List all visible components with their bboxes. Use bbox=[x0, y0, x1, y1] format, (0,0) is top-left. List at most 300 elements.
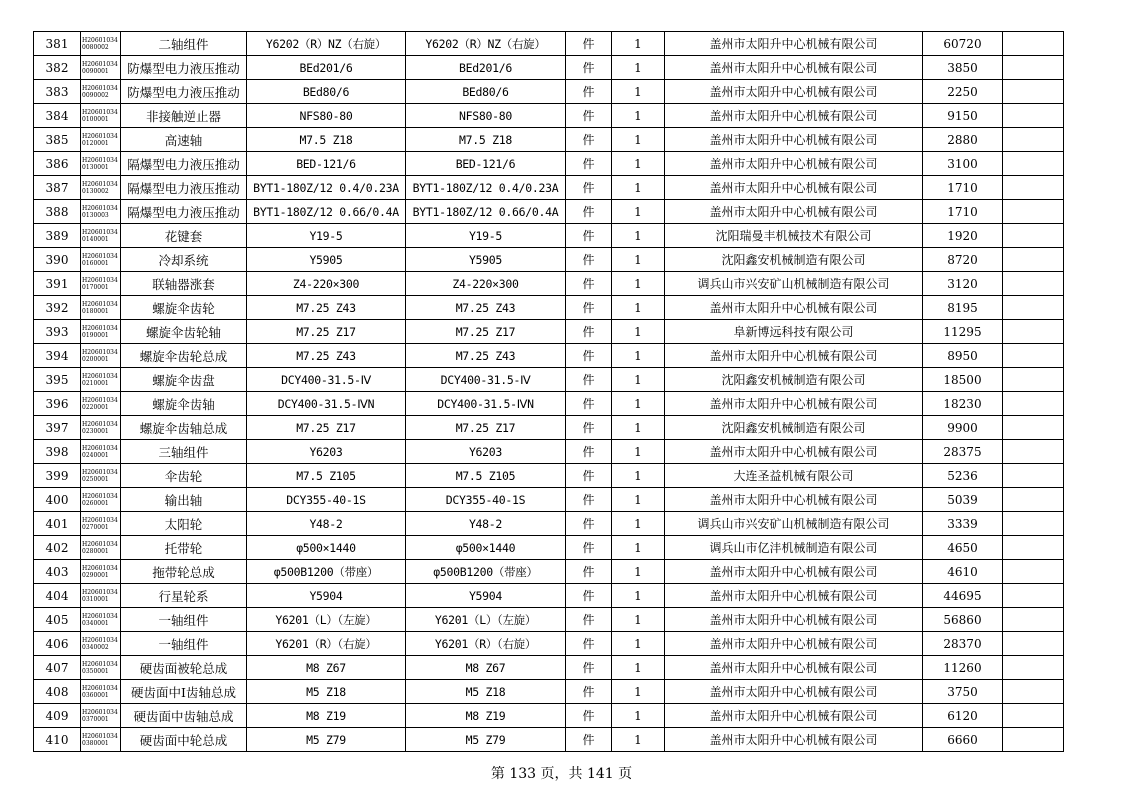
price-cell: 5039 bbox=[923, 488, 1003, 512]
row-number-cell: 406 bbox=[34, 632, 81, 656]
quantity-cell: 1 bbox=[612, 416, 665, 440]
unit-cell: 件 bbox=[566, 248, 612, 272]
spec-cell: M7.5 Z105 bbox=[406, 464, 566, 488]
quantity-cell: 1 bbox=[612, 224, 665, 248]
quantity-cell: 1 bbox=[612, 344, 665, 368]
supplier-cell: 盖州市太阳升中心机械有限公司 bbox=[665, 440, 923, 464]
quantity-cell: 1 bbox=[612, 104, 665, 128]
supplier-cell: 阜新博远科技有限公司 bbox=[665, 320, 923, 344]
row-number-cell: 403 bbox=[34, 560, 81, 584]
model-spec-cell: Y6201（L）（左旋） bbox=[247, 608, 406, 632]
spec-cell: M7.25 Z17 bbox=[406, 416, 566, 440]
price-cell: 11260 bbox=[923, 656, 1003, 680]
spec-cell: Y19-5 bbox=[406, 224, 566, 248]
remark-cell bbox=[1003, 440, 1064, 464]
material-code-cell: H20601034 0340001 bbox=[81, 608, 121, 632]
spec-cell: Y6201（R）（右旋） bbox=[406, 632, 566, 656]
unit-cell: 件 bbox=[566, 584, 612, 608]
price-cell: 3100 bbox=[923, 152, 1003, 176]
remark-cell bbox=[1003, 608, 1064, 632]
part-name-cell: 螺旋伞齿盘 bbox=[121, 368, 247, 392]
unit-cell: 件 bbox=[566, 488, 612, 512]
remark-cell bbox=[1003, 248, 1064, 272]
part-name-cell: 螺旋伞齿轴总成 bbox=[121, 416, 247, 440]
supplier-cell: 盖州市太阳升中心机械有限公司 bbox=[665, 728, 923, 752]
row-number-cell: 409 bbox=[34, 704, 81, 728]
row-number-cell: 393 bbox=[34, 320, 81, 344]
supplier-cell: 调兵山市兴安矿山机械制造有限公司 bbox=[665, 272, 923, 296]
row-number-cell: 385 bbox=[34, 128, 81, 152]
spec-cell: Y5905 bbox=[406, 248, 566, 272]
model-spec-cell: BEd80/6 bbox=[247, 80, 406, 104]
spec-cell: BYT1-180Z/12 0.66/0.4A bbox=[406, 200, 566, 224]
remark-cell bbox=[1003, 512, 1064, 536]
quantity-cell: 1 bbox=[612, 704, 665, 728]
unit-cell: 件 bbox=[566, 272, 612, 296]
material-code-cell: H20601034 0090001 bbox=[81, 56, 121, 80]
remark-cell bbox=[1003, 584, 1064, 608]
remark-cell bbox=[1003, 128, 1064, 152]
unit-cell: 件 bbox=[566, 224, 612, 248]
price-cell: 4650 bbox=[923, 536, 1003, 560]
spec-cell: BED-121/6 bbox=[406, 152, 566, 176]
row-number-cell: 404 bbox=[34, 584, 81, 608]
price-cell: 1710 bbox=[923, 176, 1003, 200]
row-number-cell: 400 bbox=[34, 488, 81, 512]
parts-price-table bbox=[33, 31, 1064, 752]
price-cell: 28375 bbox=[923, 440, 1003, 464]
material-code-cell: H20601034 0130002 bbox=[81, 176, 121, 200]
supplier-cell: 大连圣益机械有限公司 bbox=[665, 464, 923, 488]
quantity-cell: 1 bbox=[612, 80, 665, 104]
spec-cell: DCY355-40-1S bbox=[406, 488, 566, 512]
supplier-cell: 盖州市太阳升中心机械有限公司 bbox=[665, 704, 923, 728]
material-code-cell: H20601034 0250001 bbox=[81, 464, 121, 488]
remark-cell bbox=[1003, 536, 1064, 560]
model-spec-cell: DCY400-31.5-ⅣN bbox=[247, 392, 406, 416]
row-number-cell: 407 bbox=[34, 656, 81, 680]
quantity-cell: 1 bbox=[612, 392, 665, 416]
row-number-cell: 401 bbox=[34, 512, 81, 536]
material-code-cell: H20601034 0340002 bbox=[81, 632, 121, 656]
material-code-cell: H20601034 0090002 bbox=[81, 80, 121, 104]
supplier-cell: 沈阳瑞曼丰机械技术有限公司 bbox=[665, 224, 923, 248]
model-spec-cell: M7.5 Z18 bbox=[247, 128, 406, 152]
row-number-cell: 405 bbox=[34, 608, 81, 632]
supplier-cell: 盖州市太阳升中心机械有限公司 bbox=[665, 560, 923, 584]
table-row bbox=[34, 272, 1064, 296]
spec-cell: BEd80/6 bbox=[406, 80, 566, 104]
price-cell: 6120 bbox=[923, 704, 1003, 728]
material-code-cell: H20601034 0130003 bbox=[81, 200, 121, 224]
model-spec-cell: DCY400-31.5-Ⅳ bbox=[247, 368, 406, 392]
quantity-cell: 1 bbox=[612, 608, 665, 632]
part-name-cell: 防爆型电力液压推动 bbox=[121, 56, 247, 80]
material-code-cell: H20601034 0270001 bbox=[81, 512, 121, 536]
model-spec-cell: Z4-220×300 bbox=[247, 272, 406, 296]
supplier-cell: 盖州市太阳升中心机械有限公司 bbox=[665, 632, 923, 656]
quantity-cell: 1 bbox=[612, 152, 665, 176]
price-cell: 8950 bbox=[923, 344, 1003, 368]
remark-cell bbox=[1003, 704, 1064, 728]
spec-cell: M8 Z19 bbox=[406, 704, 566, 728]
material-code-cell: H20601034 0210001 bbox=[81, 368, 121, 392]
table-row bbox=[34, 320, 1064, 344]
row-number-cell: 392 bbox=[34, 296, 81, 320]
model-spec-cell: Y6203 bbox=[247, 440, 406, 464]
remark-cell bbox=[1003, 320, 1064, 344]
table-row bbox=[34, 680, 1064, 704]
page-footer: 第 133 页，共 141 页 bbox=[490, 766, 633, 782]
remark-cell bbox=[1003, 152, 1064, 176]
remark-cell bbox=[1003, 656, 1064, 680]
quantity-cell: 1 bbox=[612, 200, 665, 224]
material-code-cell: H20601034 0130001 bbox=[81, 152, 121, 176]
row-number-cell: 408 bbox=[34, 680, 81, 704]
quantity-cell: 1 bbox=[612, 296, 665, 320]
unit-cell: 件 bbox=[566, 560, 612, 584]
supplier-cell: 沈阳鑫安机械制造有限公司 bbox=[665, 248, 923, 272]
spec-cell: φ500B1200（带座） bbox=[406, 560, 566, 584]
model-spec-cell: Y6202（R）NZ（右旋） bbox=[247, 32, 406, 56]
model-spec-cell: M8 Z67 bbox=[247, 656, 406, 680]
table-row bbox=[34, 152, 1064, 176]
price-cell: 9150 bbox=[923, 104, 1003, 128]
model-spec-cell: NFS80-80 bbox=[247, 104, 406, 128]
supplier-cell: 盖州市太阳升中心机械有限公司 bbox=[665, 656, 923, 680]
model-spec-cell: BEd201/6 bbox=[247, 56, 406, 80]
unit-cell: 件 bbox=[566, 176, 612, 200]
table-row bbox=[34, 464, 1064, 488]
model-spec-cell: BED-121/6 bbox=[247, 152, 406, 176]
remark-cell bbox=[1003, 728, 1064, 752]
unit-cell: 件 bbox=[566, 56, 612, 80]
table-body bbox=[34, 32, 1064, 752]
unit-cell: 件 bbox=[566, 632, 612, 656]
material-code-cell: H20601034 0260001 bbox=[81, 488, 121, 512]
remark-cell bbox=[1003, 176, 1064, 200]
quantity-cell: 1 bbox=[612, 680, 665, 704]
quantity-cell: 1 bbox=[612, 488, 665, 512]
remark-cell bbox=[1003, 272, 1064, 296]
price-cell: 3850 bbox=[923, 56, 1003, 80]
spec-cell: M7.25 Z43 bbox=[406, 344, 566, 368]
supplier-cell: 盖州市太阳升中心机械有限公司 bbox=[665, 296, 923, 320]
material-code-cell: H20601034 0220001 bbox=[81, 392, 121, 416]
price-cell: 8720 bbox=[923, 248, 1003, 272]
unit-cell: 件 bbox=[566, 200, 612, 224]
supplier-cell: 沈阳鑫安机械制造有限公司 bbox=[665, 368, 923, 392]
part-name-cell: 螺旋伞齿轴 bbox=[121, 392, 247, 416]
spec-cell: M8 Z67 bbox=[406, 656, 566, 680]
model-spec-cell: BYT1-180Z/12 0.66/0.4A bbox=[247, 200, 406, 224]
spec-cell: Y6202（R）NZ（右旋） bbox=[406, 32, 566, 56]
part-name-cell: 输出轴 bbox=[121, 488, 247, 512]
material-code-cell: H20601034 0380001 bbox=[81, 728, 121, 752]
material-code-cell: H20601034 0200001 bbox=[81, 344, 121, 368]
remark-cell bbox=[1003, 32, 1064, 56]
part-name-cell: 冷却系统 bbox=[121, 248, 247, 272]
unit-cell: 件 bbox=[566, 704, 612, 728]
spec-cell: BEd201/6 bbox=[406, 56, 566, 80]
part-name-cell: 伞齿轮 bbox=[121, 464, 247, 488]
part-name-cell: 隔爆型电力液压推动 bbox=[121, 152, 247, 176]
material-code-cell: H20601034 0080002 bbox=[81, 32, 121, 56]
spec-cell: M7.5 Z18 bbox=[406, 128, 566, 152]
table-row bbox=[34, 200, 1064, 224]
unit-cell: 件 bbox=[566, 320, 612, 344]
material-code-cell: H20601034 0230001 bbox=[81, 416, 121, 440]
remark-cell bbox=[1003, 344, 1064, 368]
supplier-cell: 盖州市太阳升中心机械有限公司 bbox=[665, 344, 923, 368]
material-code-cell: H20601034 0160001 bbox=[81, 248, 121, 272]
quantity-cell: 1 bbox=[612, 560, 665, 584]
unit-cell: 件 bbox=[566, 440, 612, 464]
row-number-cell: 386 bbox=[34, 152, 81, 176]
spec-cell: Y48-2 bbox=[406, 512, 566, 536]
part-name-cell: 托带轮 bbox=[121, 536, 247, 560]
table-row bbox=[34, 392, 1064, 416]
row-number-cell: 395 bbox=[34, 368, 81, 392]
supplier-cell: 盖州市太阳升中心机械有限公司 bbox=[665, 152, 923, 176]
price-cell: 8195 bbox=[923, 296, 1003, 320]
supplier-cell: 盖州市太阳升中心机械有限公司 bbox=[665, 176, 923, 200]
spec-cell: Y5904 bbox=[406, 584, 566, 608]
spec-cell: M5 Z18 bbox=[406, 680, 566, 704]
unit-cell: 件 bbox=[566, 728, 612, 752]
supplier-cell: 盖州市太阳升中心机械有限公司 bbox=[665, 80, 923, 104]
row-number-cell: 381 bbox=[34, 32, 81, 56]
material-code-cell: H20601034 0140001 bbox=[81, 224, 121, 248]
spec-cell: φ500×1440 bbox=[406, 536, 566, 560]
price-cell: 2250 bbox=[923, 80, 1003, 104]
quantity-cell: 1 bbox=[612, 512, 665, 536]
part-name-cell: 拖带轮总成 bbox=[121, 560, 247, 584]
part-name-cell: 螺旋伞齿轮轴 bbox=[121, 320, 247, 344]
part-name-cell: 隔爆型电力液压推动 bbox=[121, 176, 247, 200]
material-code-cell: H20601034 0180001 bbox=[81, 296, 121, 320]
spec-cell: M7.25 Z17 bbox=[406, 320, 566, 344]
quantity-cell: 1 bbox=[612, 272, 665, 296]
quantity-cell: 1 bbox=[612, 56, 665, 80]
table-row bbox=[34, 80, 1064, 104]
row-number-cell: 394 bbox=[34, 344, 81, 368]
table-row bbox=[34, 104, 1064, 128]
quantity-cell: 1 bbox=[612, 176, 665, 200]
table-row bbox=[34, 416, 1064, 440]
row-number-cell: 389 bbox=[34, 224, 81, 248]
material-code-cell: H20601034 0100001 bbox=[81, 104, 121, 128]
unit-cell: 件 bbox=[566, 392, 612, 416]
supplier-cell: 盖州市太阳升中心机械有限公司 bbox=[665, 104, 923, 128]
model-spec-cell: Y19-5 bbox=[247, 224, 406, 248]
table-row bbox=[34, 248, 1064, 272]
row-number-cell: 387 bbox=[34, 176, 81, 200]
model-spec-cell: Y5904 bbox=[247, 584, 406, 608]
unit-cell: 件 bbox=[566, 32, 612, 56]
row-number-cell: 396 bbox=[34, 392, 81, 416]
remark-cell bbox=[1003, 56, 1064, 80]
table-row bbox=[34, 224, 1064, 248]
model-spec-cell: M5 Z79 bbox=[247, 728, 406, 752]
table-row bbox=[34, 344, 1064, 368]
remark-cell bbox=[1003, 200, 1064, 224]
spec-cell: DCY400-31.5-ⅣN bbox=[406, 392, 566, 416]
unit-cell: 件 bbox=[566, 416, 612, 440]
model-spec-cell: Y48-2 bbox=[247, 512, 406, 536]
unit-cell: 件 bbox=[566, 512, 612, 536]
remark-cell bbox=[1003, 680, 1064, 704]
row-number-cell: 383 bbox=[34, 80, 81, 104]
spec-cell: M5 Z79 bbox=[406, 728, 566, 752]
spec-cell: M7.25 Z43 bbox=[406, 296, 566, 320]
material-code-cell: H20601034 0310001 bbox=[81, 584, 121, 608]
remark-cell bbox=[1003, 368, 1064, 392]
part-name-cell: 隔爆型电力液压推动 bbox=[121, 200, 247, 224]
remark-cell bbox=[1003, 224, 1064, 248]
remark-cell bbox=[1003, 416, 1064, 440]
supplier-cell: 盖州市太阳升中心机械有限公司 bbox=[665, 200, 923, 224]
row-number-cell: 388 bbox=[34, 200, 81, 224]
part-name-cell: 高速轴 bbox=[121, 128, 247, 152]
model-spec-cell: Y6201（R）（右旋） bbox=[247, 632, 406, 656]
price-cell: 6660 bbox=[923, 728, 1003, 752]
part-name-cell: 非接触逆止器 bbox=[121, 104, 247, 128]
supplier-cell: 盖州市太阳升中心机械有限公司 bbox=[665, 608, 923, 632]
material-code-cell: H20601034 0350001 bbox=[81, 656, 121, 680]
table-row bbox=[34, 608, 1064, 632]
unit-cell: 件 bbox=[566, 104, 612, 128]
supplier-cell: 沈阳鑫安机械制造有限公司 bbox=[665, 416, 923, 440]
unit-cell: 件 bbox=[566, 536, 612, 560]
quantity-cell: 1 bbox=[612, 320, 665, 344]
table-row bbox=[34, 128, 1064, 152]
price-cell: 3750 bbox=[923, 680, 1003, 704]
part-name-cell: 三轴组件 bbox=[121, 440, 247, 464]
row-number-cell: 382 bbox=[34, 56, 81, 80]
part-name-cell: 螺旋伞齿轮 bbox=[121, 296, 247, 320]
spec-cell: Z4-220×300 bbox=[406, 272, 566, 296]
table-row bbox=[34, 656, 1064, 680]
unit-cell: 件 bbox=[566, 464, 612, 488]
spec-cell: Y6203 bbox=[406, 440, 566, 464]
price-cell: 1710 bbox=[923, 200, 1003, 224]
model-spec-cell: M7.5 Z105 bbox=[247, 464, 406, 488]
part-name-cell: 二轴组件 bbox=[121, 32, 247, 56]
part-name-cell: 硬齿面中I齿轴总成 bbox=[121, 680, 247, 704]
price-cell: 9900 bbox=[923, 416, 1003, 440]
table-row bbox=[34, 632, 1064, 656]
price-cell: 18500 bbox=[923, 368, 1003, 392]
row-number-cell: 391 bbox=[34, 272, 81, 296]
material-code-cell: H20601034 0170001 bbox=[81, 272, 121, 296]
quantity-cell: 1 bbox=[612, 128, 665, 152]
price-cell: 56860 bbox=[923, 608, 1003, 632]
supplier-cell: 盖州市太阳升中心机械有限公司 bbox=[665, 32, 923, 56]
table-row bbox=[34, 368, 1064, 392]
table-row bbox=[34, 728, 1064, 752]
part-name-cell: 行星轮系 bbox=[121, 584, 247, 608]
part-name-cell: 硬齿面被轮总成 bbox=[121, 656, 247, 680]
row-number-cell: 384 bbox=[34, 104, 81, 128]
unit-cell: 件 bbox=[566, 128, 612, 152]
unit-cell: 件 bbox=[566, 608, 612, 632]
table-row bbox=[34, 512, 1064, 536]
model-spec-cell: DCY355-40-1S bbox=[247, 488, 406, 512]
remark-cell bbox=[1003, 488, 1064, 512]
unit-cell: 件 bbox=[566, 368, 612, 392]
row-number-cell: 397 bbox=[34, 416, 81, 440]
material-code-cell: H20601034 0280001 bbox=[81, 536, 121, 560]
unit-cell: 件 bbox=[566, 344, 612, 368]
model-spec-cell: Y5905 bbox=[247, 248, 406, 272]
part-name-cell: 螺旋伞齿轮总成 bbox=[121, 344, 247, 368]
table-row bbox=[34, 584, 1064, 608]
remark-cell bbox=[1003, 560, 1064, 584]
spec-cell: Y6201（L）（左旋） bbox=[406, 608, 566, 632]
quantity-cell: 1 bbox=[612, 32, 665, 56]
model-spec-cell: φ500×1440 bbox=[247, 536, 406, 560]
remark-cell bbox=[1003, 464, 1064, 488]
model-spec-cell: M7.25 Z17 bbox=[247, 320, 406, 344]
remark-cell bbox=[1003, 296, 1064, 320]
supplier-cell: 盖州市太阳升中心机械有限公司 bbox=[665, 488, 923, 512]
material-code-cell: H20601034 0360001 bbox=[81, 680, 121, 704]
supplier-cell: 盖州市太阳升中心机械有限公司 bbox=[665, 392, 923, 416]
quantity-cell: 1 bbox=[612, 584, 665, 608]
quantity-cell: 1 bbox=[612, 368, 665, 392]
price-cell: 28370 bbox=[923, 632, 1003, 656]
price-cell: 4610 bbox=[923, 560, 1003, 584]
model-spec-cell: φ500B1200（带座） bbox=[247, 560, 406, 584]
supplier-cell: 盖州市太阳升中心机械有限公司 bbox=[665, 680, 923, 704]
table-row bbox=[34, 536, 1064, 560]
row-number-cell: 398 bbox=[34, 440, 81, 464]
supplier-cell: 调兵山市亿沣机械制造有限公司 bbox=[665, 536, 923, 560]
quantity-cell: 1 bbox=[612, 440, 665, 464]
part-name-cell: 一轴组件 bbox=[121, 632, 247, 656]
table-row bbox=[34, 176, 1064, 200]
supplier-cell: 调兵山市兴安矿山机械制造有限公司 bbox=[665, 512, 923, 536]
price-cell: 5236 bbox=[923, 464, 1003, 488]
spec-cell: NFS80-80 bbox=[406, 104, 566, 128]
model-spec-cell: M8 Z19 bbox=[247, 704, 406, 728]
part-name-cell: 联轴器涨套 bbox=[121, 272, 247, 296]
price-cell: 18230 bbox=[923, 392, 1003, 416]
model-spec-cell: M5 Z18 bbox=[247, 680, 406, 704]
material-code-cell: H20601034 0120001 bbox=[81, 128, 121, 152]
model-spec-cell: BYT1-180Z/12 0.4/0.23A bbox=[247, 176, 406, 200]
row-number-cell: 390 bbox=[34, 248, 81, 272]
part-name-cell: 花键套 bbox=[121, 224, 247, 248]
model-spec-cell: M7.25 Z43 bbox=[247, 344, 406, 368]
part-name-cell: 太阳轮 bbox=[121, 512, 247, 536]
remark-cell bbox=[1003, 632, 1064, 656]
table-row bbox=[34, 32, 1064, 56]
unit-cell: 件 bbox=[566, 152, 612, 176]
row-number-cell: 399 bbox=[34, 464, 81, 488]
quantity-cell: 1 bbox=[612, 728, 665, 752]
quantity-cell: 1 bbox=[612, 632, 665, 656]
remark-cell bbox=[1003, 104, 1064, 128]
table-row bbox=[34, 296, 1064, 320]
row-number-cell: 402 bbox=[34, 536, 81, 560]
model-spec-cell: M7.25 Z43 bbox=[247, 296, 406, 320]
unit-cell: 件 bbox=[566, 80, 612, 104]
spec-cell: DCY400-31.5-Ⅳ bbox=[406, 368, 566, 392]
price-cell: 1920 bbox=[923, 224, 1003, 248]
material-code-cell: H20601034 0290001 bbox=[81, 560, 121, 584]
